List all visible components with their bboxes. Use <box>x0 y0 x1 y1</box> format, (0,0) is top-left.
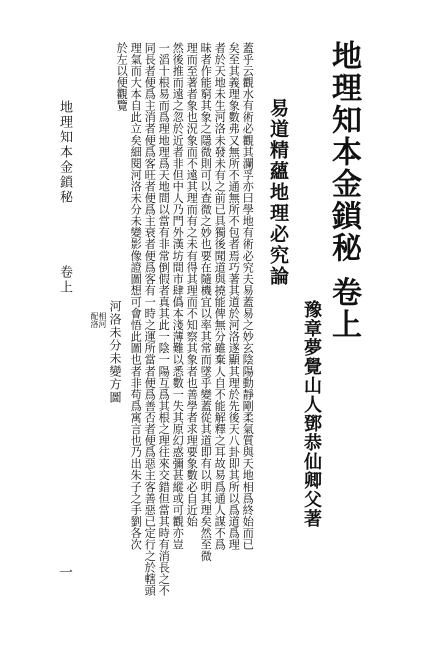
body-text-line: 於左以便觀覽 <box>115 42 129 112</box>
body-text-line: 理而至著者象也況象而不遠其理而有之未有得其理而不知察其象者也善學者求理要象數必自近始 <box>185 42 199 528</box>
author-line: 豫章夢覺山人鄧恭仙卿父著 <box>301 300 322 528</box>
body-text-line: 昧者作能窮其象之隱微則可以查微之妙也要在隨機宜以率其常而墜乎變蓋從其道即有以明其理矣然至微 <box>199 42 213 562</box>
page-margin-header <box>58 100 71 620</box>
body-text-line: 一滔十根易而爲理地理爲天地間以當有非常倒假者真其此一陰一陽互爲其根之理往來交錯但當其時有消長之不 <box>157 42 171 597</box>
margin-volume: 卷上 <box>57 265 72 295</box>
body-text-line: 矣至其義理象數弗又無所不通無所不包者焉巧著其道於河洛遂顯其理於先後天八卦即其所以爲道爲理 <box>227 42 241 551</box>
caption-annotation: 配洛 <box>90 312 99 328</box>
caption-annotation: 相河 <box>98 312 107 328</box>
body-text-line: 同長者便爲主消者便爲客旺者便爲主衰者便爲客有一時之運所當者便爲善否者便爲惡主客善惡已定行之於轄頭 <box>143 42 157 597</box>
body-text-line: 然後推而遠之忽於近者非但中人乃門外漢坊間市肆僞本淺薄難以悉數一失其原幻惑彌甚縱或可觀亦豈 <box>171 42 185 551</box>
body-text-line: 者於天地未生河洛未發未有之前已具獨後聞道與撓能俾無分雖棄人自不能解釋之耳故易爲通人謀不爲 <box>213 42 227 551</box>
body-text-line: 理氣而大本自此立矣細閱河洛未分未變影像證圖想可會悟此圖也者非苟爲寓言也乃出朱子之手劉各次 <box>129 42 143 551</box>
book-title: 地理知本金鎖秘 卷上 <box>326 40 361 341</box>
diagram-caption: 河洛未分未變方圖 <box>108 300 122 404</box>
chapter-heading: 易道精蘊地理必究論 <box>267 98 289 287</box>
page-number: 一 <box>57 565 73 579</box>
margin-book-title: 地理知本金鎖秘 <box>57 100 72 205</box>
body-text-line: 蓋乎云觀水有術必觀其瀾孚亦曰學地有術必究夫易蓋易之妙玄陰陽動靜剛柔氣質與天地相爲終始而已 <box>241 42 255 551</box>
